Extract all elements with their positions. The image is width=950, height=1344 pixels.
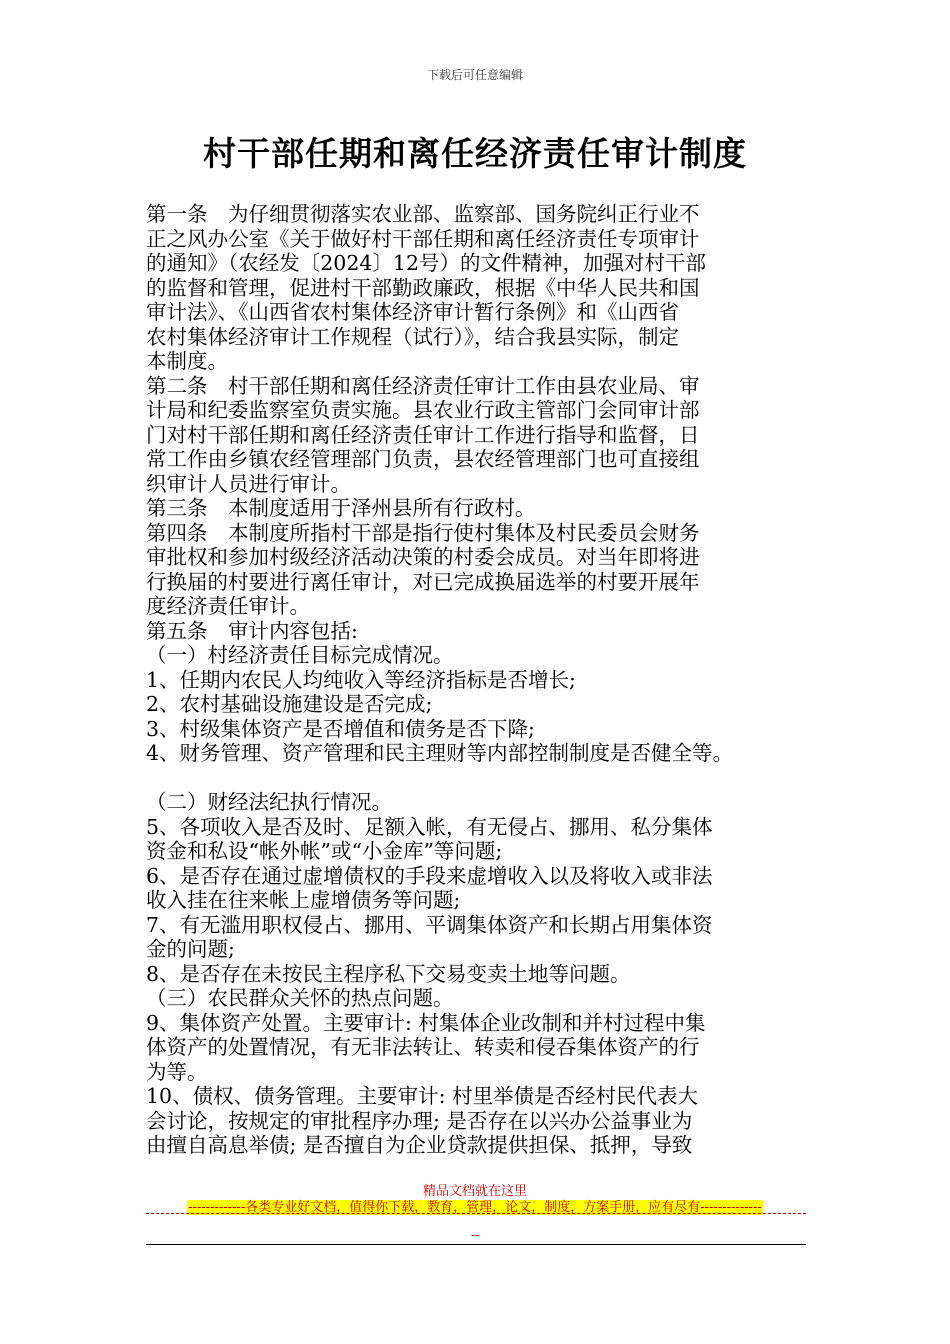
paragraph-line: 为等。 xyxy=(146,1059,208,1084)
paragraph-line: （二）财经法纪执行情况。 xyxy=(146,790,392,814)
paragraph-line: 第五条 审计内容包括: xyxy=(146,618,358,643)
footer-banner-text: -------------各类专业好文档，值得你下载，教育，管理，论文，制度，方案手册，应有尽有-------------- xyxy=(188,1200,762,1215)
paragraph-line: 行换届的村要进行离任审计，对已完成换届选举的村要开展年 xyxy=(146,569,700,594)
paragraph-line: 第三条 本制度适用于泽州县所有行政村。 xyxy=(146,496,536,520)
footer-promo-text: 精品文档就在这里 xyxy=(422,1184,527,1199)
paragraph-line: 10、债权、债务管理。主要审计: 村里举债是否经村民代表大 xyxy=(146,1084,699,1108)
paragraph-line: 第一条 为仔细贯彻落实农业部、监察部、国务院纠正行业不 xyxy=(146,202,700,226)
footer-dash-tail: -- xyxy=(470,1228,480,1242)
paragraph-line: 3、村级集体资产是否增值和债务是否下降; xyxy=(146,716,535,741)
paragraph-line: 常工作由乡镇农经管理部门负责，县农经管理部门也可直接组 xyxy=(146,447,700,471)
paragraph-line: 第二条 村干部任期和离任经济责任审计工作由县农业局、审 xyxy=(146,373,700,398)
paragraph-line: 农村集体经济审计工作规程（试行）》，结合我县实际，制定 xyxy=(146,324,679,349)
header-note: 下载后可任意编辑 xyxy=(426,68,523,82)
paragraph-line: 会讨论，按规定的审批程序办理; 是否存在以兴办公益事业为 xyxy=(146,1108,693,1133)
paragraph-line: 6、是否存在通过虚增债权的手段来虚增收入以及将收入或非法 xyxy=(146,863,713,888)
footer-dashed-divider xyxy=(146,1213,806,1214)
paragraph-line: 的监督和管理，促进村干部勤政廉政，根据《中华人民共和国 xyxy=(146,275,700,300)
paragraph-line: 资金和私设“帐外帐”或“小金库”等问题; xyxy=(146,839,503,863)
footer-solid-divider xyxy=(146,1244,806,1245)
paragraph-line: （一）村经济责任目标完成情况。 xyxy=(146,643,454,667)
paragraph-line: 本制度。 xyxy=(146,349,228,373)
paragraph-line: 审计法》、《山西省农村集体经济审计暂行条例》和《山西省 xyxy=(146,300,679,324)
document-title: 村干部任期和离任经济责任审计制度 xyxy=(203,134,747,173)
paragraph-line: 收入挂在往来帐上虚增债务等问题; xyxy=(146,888,461,912)
paragraph-line: 9、集体资产处置。主要审计: 村集体企业改制和并村过程中集 xyxy=(146,1010,706,1035)
paragraph-line: 门对村干部任期和离任经济责任审计工作进行指导和监督，日 xyxy=(146,422,700,447)
paragraph-line: 织审计人员进行审计。 xyxy=(146,471,351,496)
paragraph-line: 由擅自高息举债; 是否擅自为企业贷款提供担保、抵押，导致 xyxy=(146,1133,693,1157)
document-body xyxy=(146,202,806,1158)
paragraph-line: 正之风办公室《关于做好村干部任期和离任经济责任专项审计 xyxy=(146,226,700,251)
paragraph-line: 金的问题; xyxy=(146,937,235,961)
paragraph-line: 4、财务管理、资产管理和民主理财等内部控制制度是否健全等。 xyxy=(146,741,734,765)
paragraph-line: 1、任期内农民人均纯收入等经济指标是否增长; xyxy=(146,667,576,692)
blank-line xyxy=(146,766,806,791)
paragraph-line: 度经济责任审计。 xyxy=(146,594,310,618)
paragraph-line: 5、各项收入是否及时、足额入帐，有无侵占、挪用、私分集体 xyxy=(146,814,713,839)
paragraph-line: 2、农村基础设施建设是否完成; xyxy=(146,692,433,716)
paragraph-line: 8、是否存在未按民主程序私下交易变卖土地等问题。 xyxy=(146,961,631,986)
paragraph-line: 体资产的处置情况，有无非法转让、转卖和侵吞集体资产的行 xyxy=(146,1035,700,1059)
paragraph-line: 7、有无滥用职权侵占、挪用、平调集体资产和长期占用集体资 xyxy=(146,912,713,937)
paragraph-line: 审批权和参加村级经济活动决策的村委会成员。对当年即将进 xyxy=(146,545,700,569)
paragraph-line: 第四条 本制度所指村干部是指行使村集体及村民委员会财务 xyxy=(146,520,700,545)
paragraph-line: 的通知》（农经发〔2024〕12号）的文件精神，加强对村干部 xyxy=(146,251,707,275)
paragraph-line: 计局和纪委监察室负责实施。县农业行政主管部门会同审计部 xyxy=(146,398,700,422)
paragraph-line: （三）农民群众关怀的热点问题。 xyxy=(146,986,454,1010)
